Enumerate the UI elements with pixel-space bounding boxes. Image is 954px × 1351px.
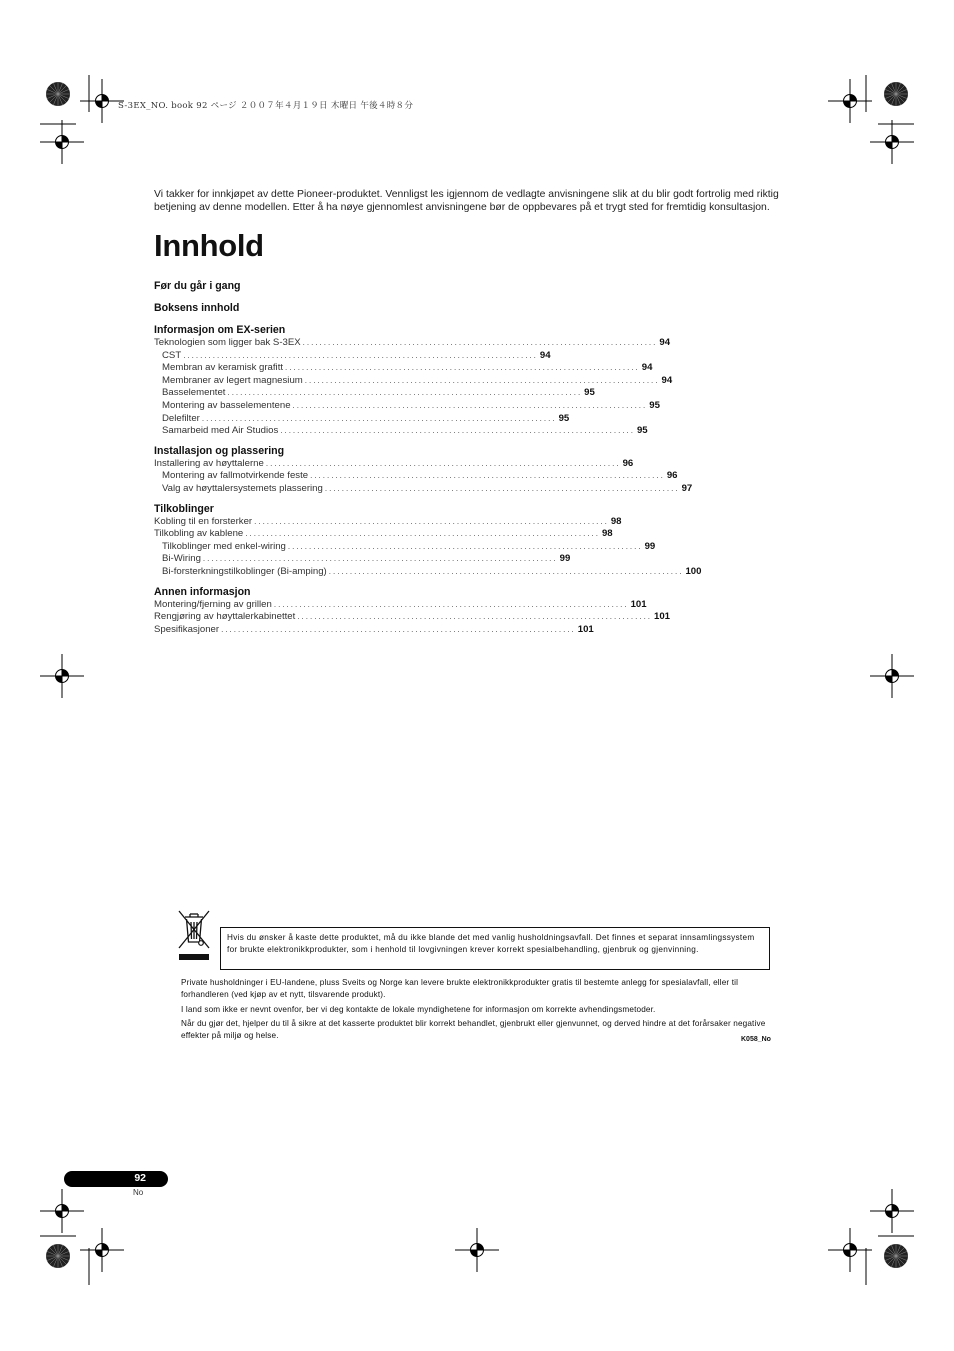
toc-section-heading[interactable]: Tilkoblinger — [154, 502, 214, 515]
toc-entry-page: 99 — [559, 553, 571, 565]
toc-entry[interactable] — [154, 623, 594, 637]
toc-entry-page: 96 — [622, 457, 634, 469]
leader-dots: .................................................................................... — [202, 554, 558, 564]
disposal-notice-box: Hvis du ønsker å kaste dette produktet, må du ikke blande det med vanlig husholdningsavfall. Det finnes et separat innsamlingssystem for brukte elektronikkprodukter, som i henhold til lovgivningen krever korrekt spesialbehandling, gjenbruk og gjenvinning. — [220, 927, 770, 970]
toc-entry-label: Bi-Wiring — [162, 553, 201, 565]
toc-entry-page: 96 — [666, 470, 678, 482]
toc-entry-page: 95 — [649, 399, 660, 411]
toc-entry-label: Tilkoblinger med enkel-wiring — [162, 540, 286, 552]
toc-entry[interactable] — [154, 470, 678, 483]
toc-entry-label: Montering av fallmotvirkende feste — [162, 470, 309, 482]
toc-entry[interactable] — [154, 362, 653, 375]
notice-code: K058_No — [741, 1036, 771, 1043]
leader-dots: .................................................................................... — [285, 363, 640, 373]
leader-dots: .................................................................................... — [302, 338, 658, 347]
toc-entry-label: Basselementet — [162, 387, 226, 399]
leader-dots: .................................................................................... — [201, 413, 557, 423]
toc-entry-label: Membran av keramisk grafitt — [162, 362, 284, 374]
toc-entry[interactable] — [154, 337, 671, 350]
leader-dots: .................................................................................... — [324, 483, 680, 493]
toc-entry-label: Installering av høyttalerne — [154, 457, 264, 469]
toc-entry-page: 100 — [685, 565, 702, 577]
leader-dots: .................................................................................... — [304, 375, 660, 385]
toc-entry[interactable] — [154, 349, 551, 363]
toc-section-heading[interactable]: Informasjon om EX-serien — [154, 324, 286, 336]
leader-dots: .................................................................................... — [292, 400, 648, 410]
toc-entry[interactable] — [154, 412, 570, 426]
toc-entry-label: Samarbeid med Air Studios — [162, 425, 279, 437]
toc-entry[interactable] — [154, 387, 595, 400]
toc-entry[interactable] — [154, 553, 571, 566]
toc-section-heading[interactable]: Før du går i gang — [154, 280, 241, 292]
leader-dots: .................................................................................... — [328, 566, 684, 576]
toc-entry-label: Membraner av legert magnesium — [162, 374, 303, 386]
toc-section-heading[interactable]: Installasjon og plassering — [154, 444, 285, 457]
toc-section-heading[interactable]: Annen informasjon — [154, 585, 251, 598]
toc-entry-page: 95 — [558, 412, 570, 424]
toc-entry-label: Spesifikasjoner — [154, 623, 220, 635]
toc-entry-label: Teknologien som ligger bak S-3EX — [154, 337, 301, 348]
toc-entry-label: Montering av basselementene — [162, 399, 291, 411]
toc-entry-page: 98 — [601, 528, 613, 540]
intro-line-2: betjening av denne modellen. Etter å ha nøye gjennomlest anvisningene bør de oppbevares på et trygt sted for fremtidig konsultasjon. — [154, 202, 770, 214]
leader-dots: .................................................................................... — [265, 458, 621, 468]
toc-entry[interactable] — [154, 565, 702, 579]
toc-entry-label: Rengjøring av høyttalerkabinettet — [154, 611, 296, 623]
toc-entry[interactable] — [154, 540, 656, 554]
toc-entry-page: 94 — [659, 337, 671, 348]
disposal-paragraph: Private husholdninger i EU-landene, pluss Sveits og Norge kan levere brukte elektronikkprodukter gratis til bestemte anlegg for spesialavfall, eller til forhandleren (ved kjøp av et nytt, tilsvarende produkt). — [181, 978, 739, 999]
toc-entry[interactable] — [154, 482, 693, 496]
disposal-paragraph: I land som ikke er nevnt ovenfor, ber vi deg kontakte de lokale myndighetene for informasjon om korrekte avhendingsmetoder. — [181, 1005, 656, 1014]
intro-text — [154, 188, 834, 214]
print-header: S-3EX_NO. book 92 ページ ２００７年４月１９日 木曜日 午後４時８分 — [118, 101, 414, 111]
toc-entry[interactable] — [154, 399, 660, 413]
toc-entry-label: Bi-forsterkningstilkoblinger (Bi-amping) — [162, 565, 327, 577]
intro-line-1: Vi takker for innkjøpet av dette Pioneer-produktet. Vennligst les igjennom de vedlagte anvisningene slik at du blir godt fortrolig med riktig — [154, 189, 779, 200]
disposal-paragraph: Når du gjør det, hjelper du til å sikre at det kasserte produktet blir korrekt behandlet, gjenbrukt eller gjenvunnet, og derved hindre at det forårsaker negative effekter på miljø og helse. — [181, 1019, 766, 1040]
toc-entry[interactable] — [154, 598, 647, 612]
toc-entry-label: CST — [162, 349, 182, 361]
toc-entry-label: Montering/fjerning av grillen — [154, 598, 272, 610]
toc-entry[interactable] — [154, 425, 648, 438]
leader-dots: .................................................................................... — [227, 388, 583, 398]
toc-entry-page: 101 — [577, 623, 594, 635]
toc-entry[interactable] — [154, 374, 673, 388]
toc-entry-page: 94 — [641, 362, 653, 374]
leader-dots: .................................................................................... — [280, 426, 635, 436]
toc-entry-page: 101 — [630, 598, 647, 610]
leader-dots: .................................................................................... — [221, 624, 576, 634]
toc-entry-page: 95 — [584, 387, 595, 399]
leader-dots: .................................................................................... — [310, 471, 665, 481]
language-code: No — [133, 1188, 144, 1197]
toc-entry-label: Delefilter — [162, 412, 200, 424]
page-number: 92 — [134, 1172, 146, 1184]
toc-entry-label: Valg av høyttalersystemets plassering — [162, 482, 323, 494]
leader-dots: .................................................................................... — [287, 541, 643, 551]
leader-dots: .................................................................................... — [254, 516, 609, 526]
leader-dots: .................................................................................... — [183, 350, 538, 360]
leader-dots: .................................................................................... — [273, 599, 629, 609]
weee-bin-icon — [176, 908, 212, 964]
toc-entry-label: Tilkobling av kablene — [154, 528, 244, 540]
toc-entry[interactable] — [154, 515, 622, 529]
table-of-contents — [154, 280, 702, 636]
leader-dots: .................................................................................... — [297, 612, 653, 622]
toc-entry-page: 97 — [681, 482, 693, 494]
toc-entry-page: 101 — [654, 611, 671, 623]
toc-entry[interactable] — [154, 457, 634, 471]
page-number-tab — [64, 1171, 168, 1187]
page-title: Innhold — [154, 228, 264, 263]
toc-entry[interactable] — [154, 611, 671, 624]
toc-entry[interactable] — [154, 528, 613, 541]
toc-section-heading[interactable]: Boksens innhold — [154, 302, 240, 314]
toc-entry-page: 94 — [539, 349, 551, 361]
toc-entry-label: Kobling til en forsterker — [154, 515, 253, 527]
toc-entry-page: 94 — [661, 374, 673, 386]
toc-entry-page: 99 — [644, 540, 656, 552]
toc-entry-page: 98 — [610, 515, 622, 527]
toc-entry-page: 95 — [636, 425, 648, 437]
leader-dots: .................................................................................... — [245, 529, 600, 539]
